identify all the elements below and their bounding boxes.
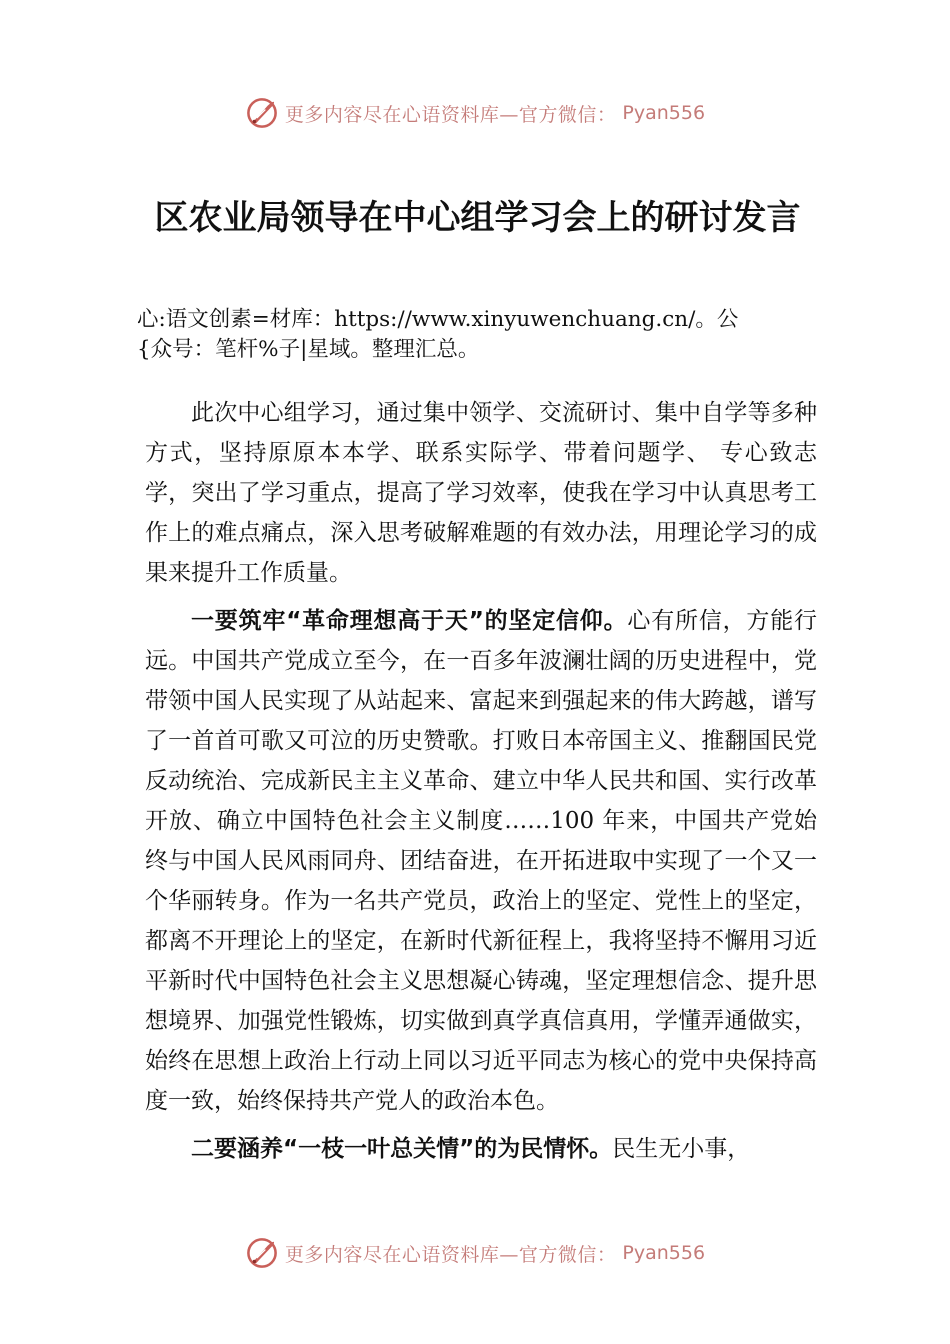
paragraph-text: 心有所信，方能行远。中国共产党成立至今，在一百多年波澜壮阔的历史进程中，党带领中国人民实现了从站起来、富起来到强起来的伟大跨越，谱写了一首首可歌又可泣的历史赞歌。打败日本帝国主义、推翻国民党反动统治、完成新民主主义革命、建立中华人民共和国、实行改革开放、确立中国特色社会主义制度……100 年来，中国共产党始终与中国人民风雨同舟、团结奋进，在开拓进取中实现了一个又一个华丽转身。作为一名共产党员，政治上的坚定、党性上的坚定，都离不开理论上的坚定，在新时代新征程上，我将坚持不懈用习近平新时代中国特色社会主义思想凝心铸魂，坚定理想信念、提升思想境界、加强党性锻炼，切实做到真学真信真用，学懂弄通做实，始终在思想上政治上行动上同以习近平同志为核心的党中央保持高度一致，始终保持共产党人的政治本色。: [145, 608, 818, 1114]
page-header: [0, 93, 950, 133]
section-heading: 二要涵养“一枝一叶总关情”的为民情怀。: [191, 1136, 613, 1162]
footer-brand[interactable]: [245, 1236, 705, 1270]
paragraph-text: 此次中心组学习，通过集中领学、交流研讨、集中自学等多种方式，坚持原原本本学、联系实际学、带着问题学、 专心致志学，突出了学习重点，提高了学习效率，使我在学习中认真思考工作上的难点痛点，深入思考破解难题的有效办法，用理论学习的成果来提升工作质量。: [145, 400, 817, 586]
paragraph-section-2: [145, 1129, 817, 1169]
paragraph-text: 民生无小事，: [612, 1136, 751, 1162]
paragraph-section-1: [145, 601, 817, 1121]
footer-brand-text: 更多内容尽在心语资料库—官方微信：: [284, 1243, 617, 1266]
source-note: [137, 305, 817, 365]
document-body: [145, 393, 817, 1177]
paragraph-intro: [145, 393, 817, 593]
quill-pen-icon: [245, 1236, 279, 1270]
header-brand-text: 更多内容尽在心语资料库—官方微信：: [284, 103, 617, 126]
source-note-line-1: 心:语文创素=材库：https://www.xinyuwenchuang.cn/。公: [137, 307, 739, 332]
page-footer: [0, 1233, 950, 1273]
header-brand-id: Pyan556: [622, 102, 706, 124]
section-heading: 一要筑牢“革命理想高于天”的坚定信仰。: [191, 608, 628, 634]
quill-pen-icon: [245, 96, 279, 130]
footer-brand-id: Pyan556: [622, 1242, 706, 1264]
source-note-line-2: {众号：笔杆%子|星域。整理汇总。: [137, 337, 480, 362]
document-title: 区农业局领导在中心组学习会上的研讨发言: [154, 198, 801, 238]
header-brand[interactable]: [245, 96, 705, 130]
